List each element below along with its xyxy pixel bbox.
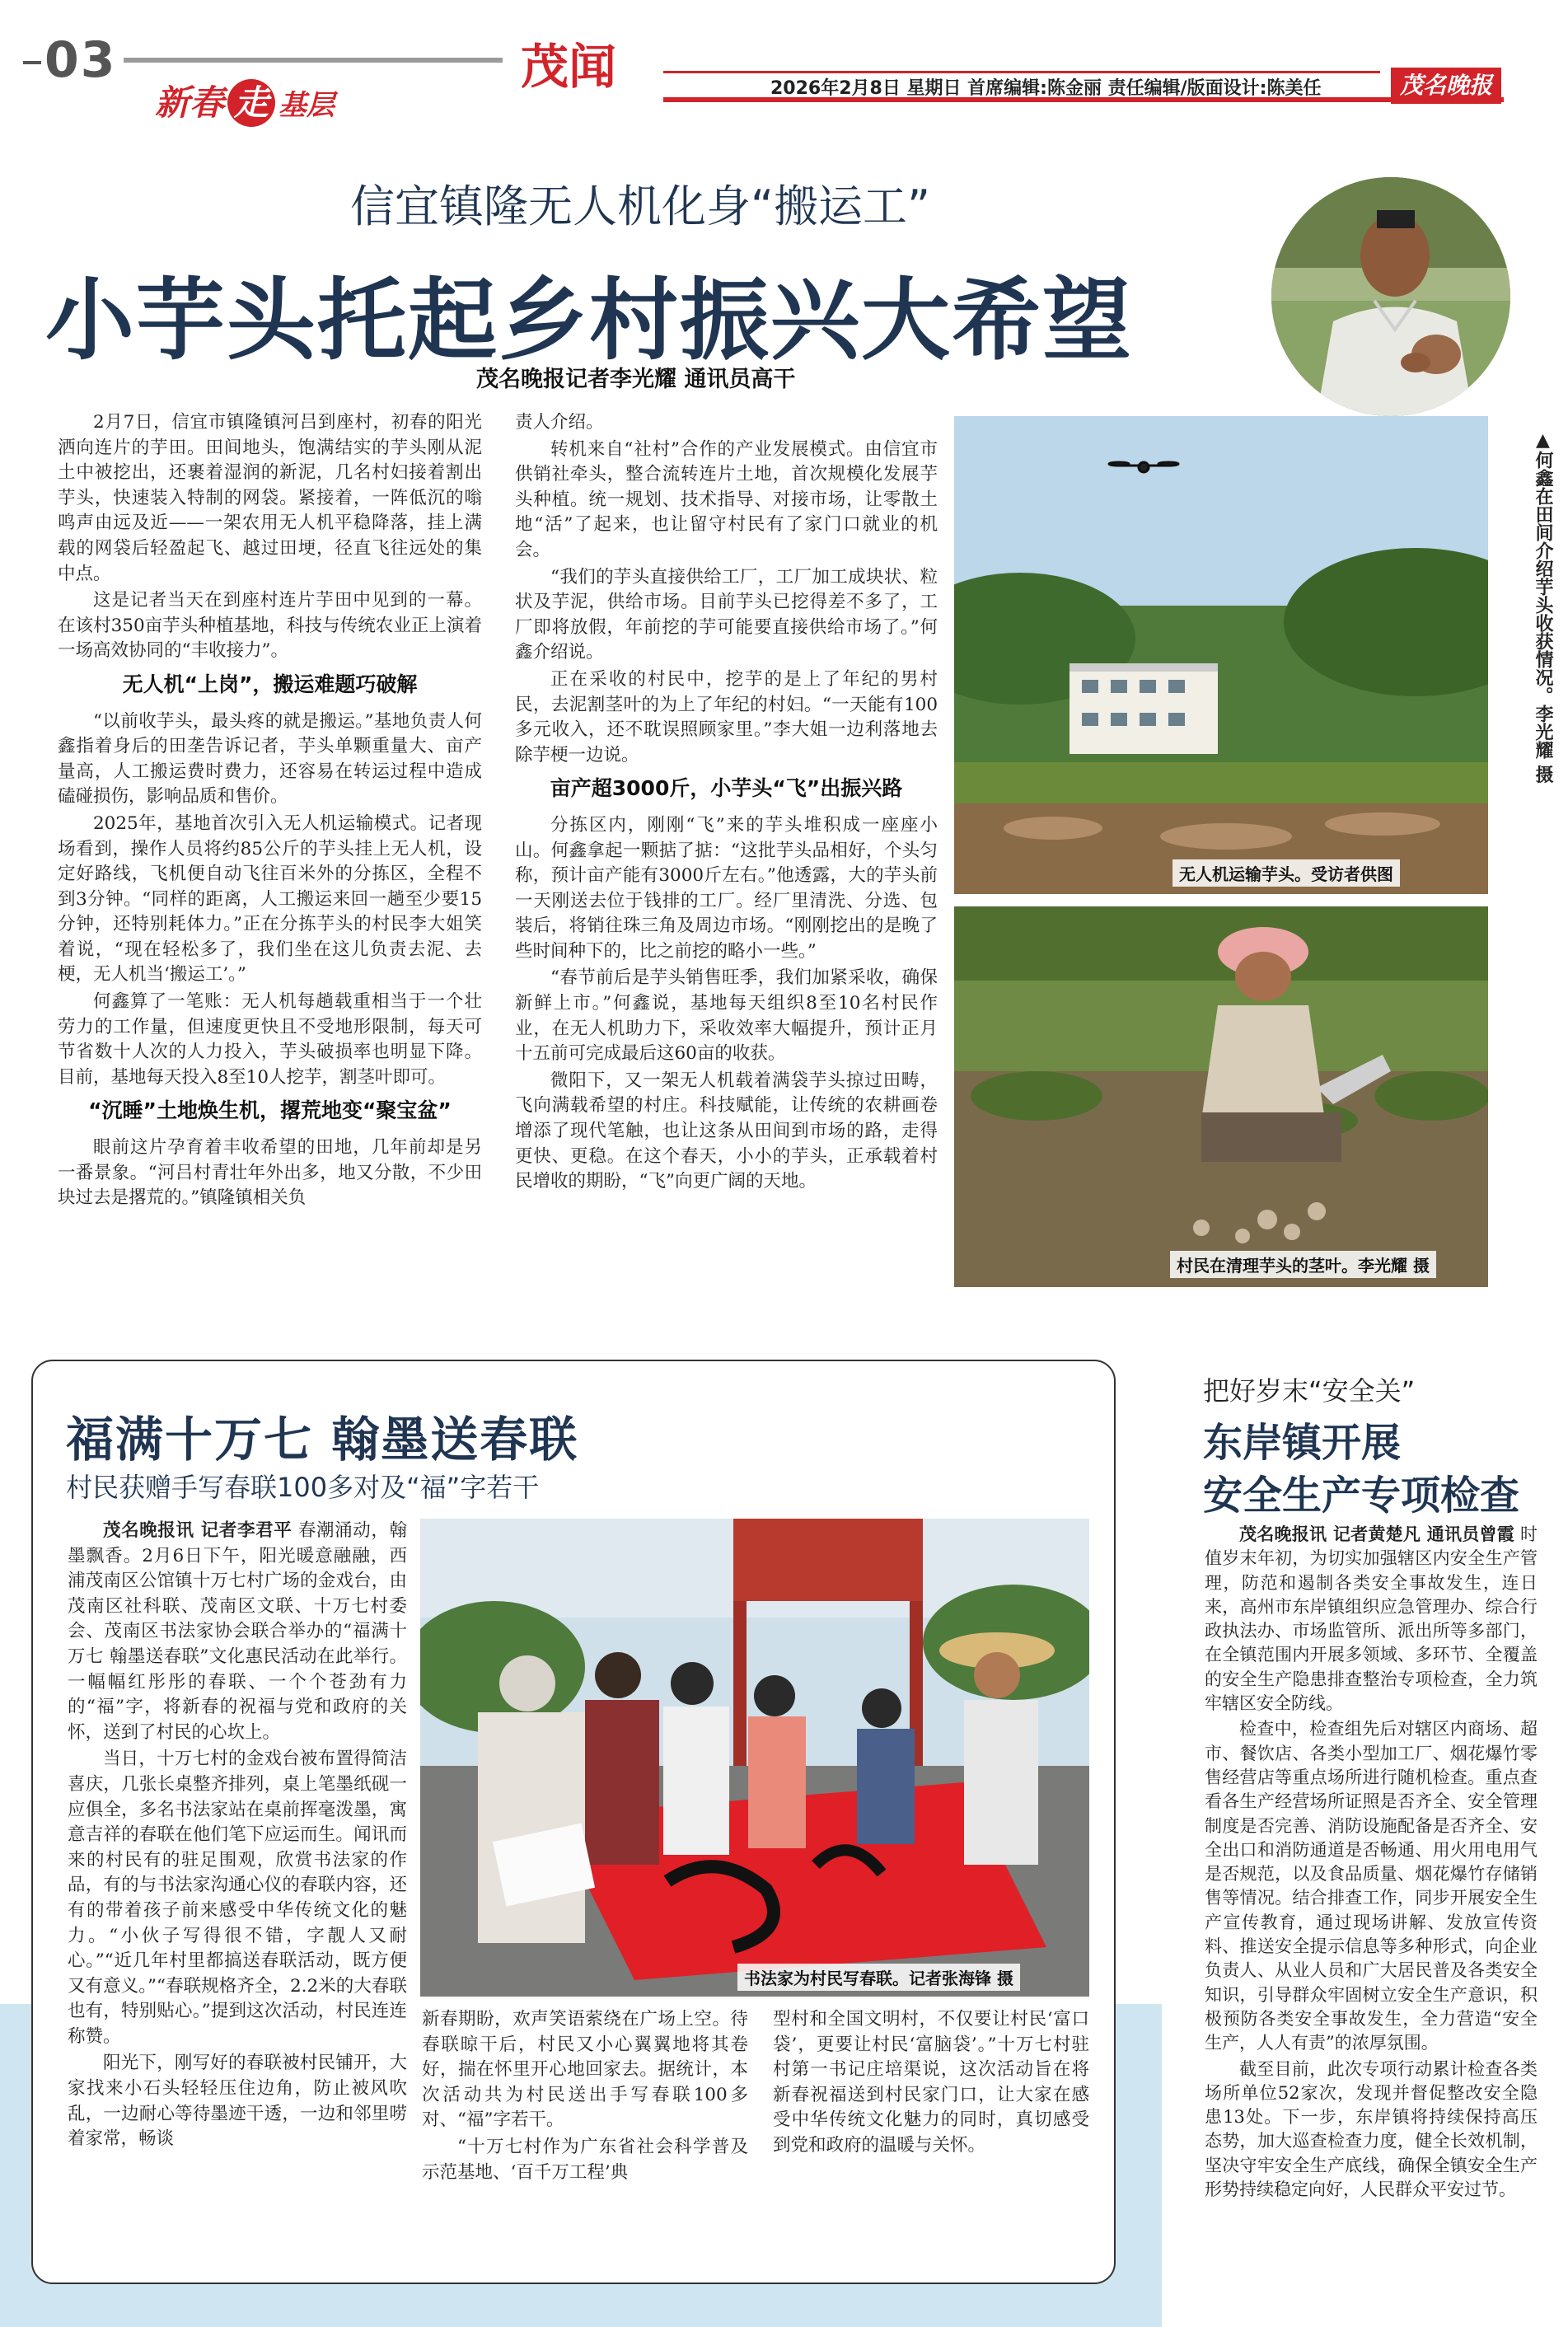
villager-photo-caption: 村民在清理芋头的茎叶。李光耀 摄 bbox=[1170, 1251, 1436, 1278]
section-name: 茂闻 bbox=[521, 39, 617, 95]
story1-column-1 bbox=[58, 410, 482, 1213]
paragraph: 转机来自“社村”合作的产业发展模式。由信宜市供销社牵头，整合流转连片土地，首次规模化发展芋头种植。统一规划、技术指导、对接市场，让零散土地“活”了起来，也让留守村民有了家门口就业的机会。 bbox=[515, 438, 938, 560]
story2-column-1 bbox=[68, 1519, 407, 2154]
story2-title: 福满十万七 翰墨送春联 bbox=[66, 1412, 579, 1468]
paragraph: “十万七村作为广东省社会科学普及示范基地、‘百千万工程’典 bbox=[422, 2136, 748, 2183]
drone-photo bbox=[954, 416, 1488, 894]
paragraph: 型村和全国文明村，不仅要让村民‘富口袋’，更要让村民‘富脑袋’。”十万七村驻村第一书记庄培渠说，这次活动旨在将新春祝福送到村民家门口，让大家在感受中华传统文化魅力的同时，真切感受到党和政府的温暖与关怀。 bbox=[773, 2009, 1089, 2156]
paragraph: “春节前后是芋头销售旺季，我们加紧采收，确保新鲜上市。”何鑫说，基地每天组织8至10名村民作业，在无人机助力下，采收效率大幅提升，预计正月十五前可完成最后这60亩的收获。 bbox=[515, 967, 938, 1065]
story3-body bbox=[1205, 1523, 1538, 2203]
story2-column-3 bbox=[773, 2007, 1089, 2161]
header-rule-left bbox=[124, 58, 503, 63]
paragraph: 分拣区内，刚刚“飞”来的芋头堆积成一座座小山。何鑫拿起一颗掂了掂：“这批芋头品相好，个头匀称，预计亩产能有3000斤左右。”他透露，大的芋头前一天刚送去位于钱排的工厂。经厂里清洗、分选、包装后，将销往珠三角及周边市场。“刚刚挖出的是晚了些时间种下的，比之前挖的略小一些。” bbox=[515, 814, 938, 962]
portrait-photo bbox=[1271, 177, 1510, 416]
paragraph: 检查中，检查组先后对辖区内商场、超市、餐饮店、各类小型加工厂、烟花爆竹零售经营店等重点场所进行随机检查。重点查看各生产经营场所证照是否齐全、安全管理制度是否完善、消防设施配备是否齐全、安全出口和消防通道是否畅通、用火用电用气是否规范，以及食品质量、烟花爆竹存储销售等情况。结合排查工作，同步开展安全生产宣传教育，通过现场讲解、发放宣传资料、推送安全提示信息等多种形式，向企业负责人、从业人员和广大居民普及各类安全知识，引导群众牢固树立安全生产意识，积极预防各类安全事故发生，全力营造“安全生产，人人有责”的浓厚氛围。 bbox=[1205, 1719, 1538, 2053]
paragraph: 这是记者当天在到座村连片芋田中见到的一幕。在该村350亩芋头种植基地，科技与传统农业正上演着一场高效协同的“丰收接力”。 bbox=[58, 590, 482, 662]
story2-subtitle: 村民获赠手写春联100多对及“福”字若干 bbox=[66, 1472, 540, 1503]
story3-title-line2: 安全生产专项检查 bbox=[1203, 1473, 1520, 1519]
paragraph: 责人介绍。 bbox=[515, 412, 604, 433]
paragraph: 当日，十万七村的金戏台被布置得简洁喜庆，几张长桌整齐排列，桌上笔墨纸砚一应俱全，多名书法家站在桌前挥毫泼墨，寓意吉祥的春联在他们笔下应运而生。闻讯而来的村民有的驻足围观，欣赏书法家的作品，有的与书法家沟通心仪的春联内容，还有的带着孩子前来感受中华传统文化的魅力。“小伙子写得很不错，字靓人又耐心。”“近几年村里都搞送春联活动，既方便又有意义。”“春联规格齐全，2.2米的大春联也有，特别贴心。”提到这次活动，村民连连称赞。 bbox=[68, 1749, 407, 2047]
story1-column-2 bbox=[515, 410, 938, 1196]
paragraph: 正在采收的村民中，挖芋的是上了年纪的男村民，去泥割茎叶的为上了年纪的村妇。“一天能有100多元收入，还不耽误照顾家里。”李大姐一边利落地去除芋梗一边说。 bbox=[515, 668, 938, 766]
calligraphy-photo bbox=[420, 1519, 1089, 1997]
section-heading: “沉睡”土地焕生机，撂荒地变“聚宝盆” bbox=[88, 1098, 452, 1123]
paragraph: 截至目前，此次专项行动累计检查各类场所单位52家次，发现并督促整改安全隐患13处。下一步，东岸镇将持续保持高压态势，加大巡查检查力度，健全长效机制，坚决守牢安全生产底线，确保全镇安全生产形势持续稳定向好，人民群众平安过节。 bbox=[1205, 2058, 1538, 2200]
newspaper-logo: 茂名晚报 bbox=[1391, 68, 1501, 104]
paragraph: “以前收芋头，最头疼的就是搬运。”基地负责人何鑫指着身后的田垄告诉记者，芋头单颗重量大、亩产量高，人工搬运费时费力，还容易在转运过程中造成磕碰损伤，影响品质和售价。 bbox=[58, 710, 482, 808]
page-header bbox=[0, 0, 1568, 123]
paragraph: 新春期盼，欢声笑语萦绕在广场上空。待春联晾干后，村民又小心翼翼地将其卷好，揣在怀里开心地回家去。据统计，本次活动共为村民送出手写春联100多对、“福”字若干。 bbox=[422, 2009, 748, 2131]
section-heading: 亩产超3000斤，小芋头“飞”出振兴路 bbox=[550, 776, 903, 801]
story1-subtitle: 信宜镇隆无人机化身“搬运工” bbox=[350, 180, 930, 232]
paragraph: 何鑫算了一笔账：无人机每趟载重相当于一个壮劳力的工作量，但速度更快且不受地形限制，每天可节省数十人次的人力投入，芋头破损率也明显下降。目前，基地每天投入8至10人挖芋，割茎叶即可。 bbox=[58, 991, 482, 1088]
paragraph: 茂名晚报讯 记者黄楚凡 通讯员曾霞 时值岁末年初，为切实加强辖区内安全生产管理，防范和遏制各类安全事故发生，连日来，高州市东岸镇组织应急管理办、综合行政执法办、市场监管所、派出所等多部门，在全镇范围内开展多领域、多环节、全覆盖的安全生产隐患排查整治专项检查，全力筑牢辖区安全防线。 bbox=[1205, 1524, 1538, 1714]
calligraphy-photo-caption: 书法家为村民写春联。记者张海锋 摄 bbox=[737, 1964, 1020, 1991]
story3-title-line1: 东岸镇开展 bbox=[1203, 1420, 1402, 1466]
story2-column-2 bbox=[422, 2007, 748, 2187]
drone-photo-caption: 无人机运输芋头。受访者供图 bbox=[1172, 859, 1400, 887]
villager-photo bbox=[954, 906, 1488, 1287]
story3-kicker: 把好岁末“安全关” bbox=[1203, 1375, 1416, 1407]
paragraph: 2025年，基地首次引入无人机运输模式。记者现场看到，操作人员将约85公斤的芋头挂上无人机，设定好路线，飞机便自动飞往百米外的分拣区，全程不到3分钟。“同样的距离，人工搬运来回一趟至少要15分钟，还特别耗体力。”正在分拣芋头的村民李大姐笑着说，“现在轻松多了，我们坐在这儿负责去泥、去梗，无人机当‘搬运工’。” bbox=[58, 812, 482, 986]
story1-byline: 茂名晚报记者李光耀 通讯员高干 bbox=[476, 367, 796, 392]
paragraph: 阳光下，刚写好的春联被村民铺开，大家找来小石头轻轻压住边角，防止被风吹乱，一边耐心等待墨迹干透，一边和邻里唠着家常，畅谈 bbox=[68, 2053, 407, 2150]
paragraph: 眼前这片孕育着丰收希望的田地，几年前却是另一番景象。“河吕村青壮年外出多，地又分散，不少田块过去是撂荒的。”镇隆镇相关负 bbox=[58, 1137, 482, 1209]
story1-title: 小芋头托起乡村振兴大希望 bbox=[45, 269, 1134, 372]
byline: 茂名晚报讯 记者黄楚凡 通讯员曾霞 bbox=[1239, 1524, 1515, 1544]
side-photo-caption: ▲何鑫在田间介绍芋头收获情况。李光耀 摄 bbox=[1533, 430, 1553, 784]
paragraph: 微阳下，又一架无人机载着满袋芋头掠过田畴，飞向满载希望的村庄。科技赋能，让传统的农耕画卷增添了现代笔触，也让这条从田间到市场的路，走得更快、更稳。在这个春天，小小的芋头，正承载着村民增收的期盼，“飞”向更广阔的天地。 bbox=[515, 1070, 938, 1192]
byline: 茂名晚报讯 记者李君平 bbox=[103, 1520, 293, 1541]
column-tag: 新春 走 基层 bbox=[155, 76, 335, 127]
paragraph: 茂名晚报讯 记者李君平 春潮涌动，翰墨飘香。2月6日下午，阳光暖意融融，西浦茂南区公馆镇十万七村广场的金戏台，由茂南区社科联、茂南区文联、十万七村委会、茂南区书法家协会联合举办的“福满十万七 翰墨送春联”文化惠民活动在此举行。一幅幅红彤彤的春联、一个个苍劲有力的“福”字，将新春的祝福与党和政府的关怀，送到了村民的心坎上。 bbox=[68, 1520, 407, 1743]
header-top-rule bbox=[663, 71, 1380, 73]
header-info: 2026年2月8日 星期日 首席编辑:陈金丽 责任编辑/版面设计:陈美任 bbox=[770, 78, 1322, 99]
section-heading: 无人机“上岗”，搬运难题巧破解 bbox=[122, 672, 418, 696]
paragraph: 2月7日，信宜市镇隆镇河吕到座村，初春的阳光洒向连片的芋田。田间地头，饱满结实的芋头刚从泥土中被挖出，还裹着湿润的新泥，几名村妇接着割出芋头，快速装入特制的网袋。紧接着，一阵低沉的嗡鸣声由远及近——一架农用无人机平稳降落，挂上满载的网袋后轻盈起飞、越过田埂，径直飞往远处的集中点。 bbox=[58, 412, 482, 584]
paragraph: “我们的芋头直接供给工厂，工厂加工成块状、粒状及芋泥，供给市场。目前芋头已挖得差不多了，工厂即将放假，年前挖的芋可能要直接供给市场了。”何鑫介绍说。 bbox=[515, 566, 938, 663]
page-number: 03 bbox=[23, 31, 117, 89]
